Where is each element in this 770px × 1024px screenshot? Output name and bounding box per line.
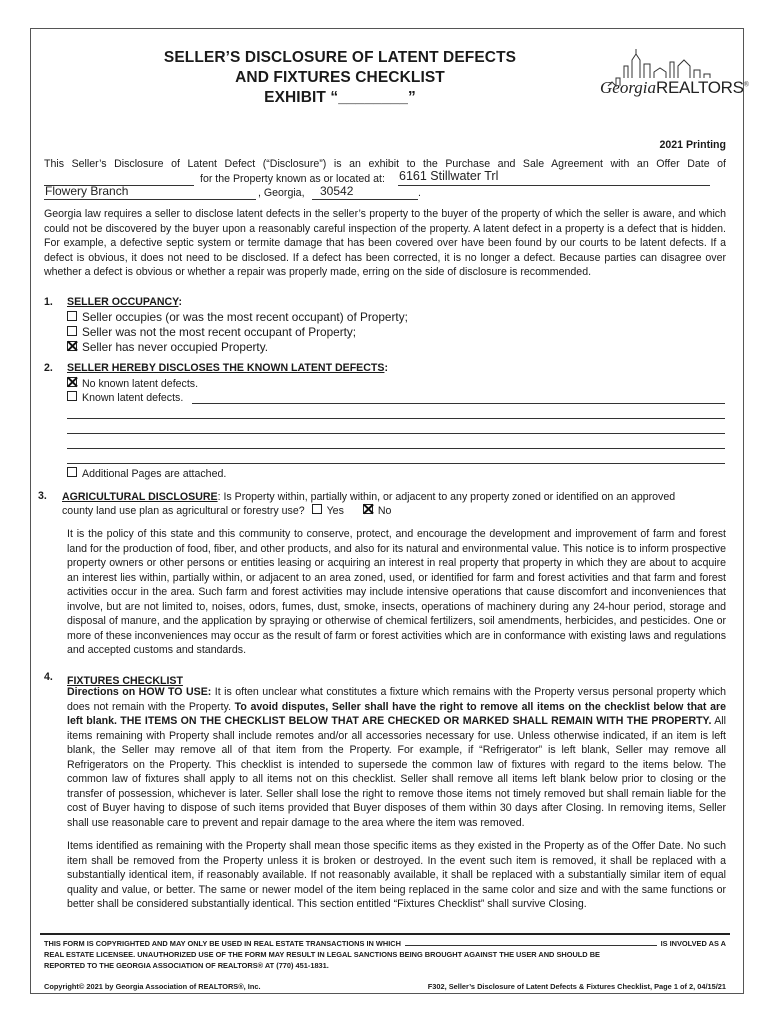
no-known-defects-option[interactable] [67, 377, 198, 391]
additional-pages-option[interactable] [67, 467, 226, 481]
directions-label: Directions on HOW TO USE: [67, 686, 212, 698]
known-defects-checkbox[interactable] [67, 391, 77, 401]
directions-text2: All items remaining with Property shall include remotes and/or all accessories necessary for use. Unless otherwise indicated, if an item is left blank, the Seller may remove all of that item from the Property. For example, if “Refrigerator” is left blank, Seller may remove all Refrigerators on the Property. This checklist is intended to supersede the common law of fixtures with regard to the items below. The common law of fixtures shall apply to all items not on this checklist. Seller shall remove all items left blank below prior to closing or the transfer of possession, whichever is later. Seller shall lose the right to remove those items not timely removed but shall remain liable for the cost of Buyer having to dispose of such items provided that Buyer disposes of them within 30 days after Closing. In removing items, Seller shall use reasonable care to prevent and repair damage to the area where the item was removed. [67, 715, 726, 829]
address-field-line [398, 185, 710, 186]
occupancy-option-2-label: Seller was not the most recent occupant of Property; [82, 325, 357, 339]
section1-heading: SELLER OCCUPANCY [67, 296, 179, 308]
section1-number: 1. [44, 296, 53, 308]
fixtures-items-paragraph: Items identified as remaining with the Property shall mean those specific items as they existed in the Property as of the Offer Date. No such item shall be removed from the Property unless it is broken or destroyed. In the event such item is removed, it shall be replaced with a substantially identical item, if reasonably available. If not reasonably available, it shall be replaced with a substantially similar item of equal quality and value, or better. The same or newer model of the item being replaced in the same color and size and with the same functions or better shall be considered substantially identical. This section entitled “Fixtures Checklist” shall survive Closing. [67, 840, 726, 910]
section3-number: 3. [38, 490, 47, 502]
occupancy-checkbox-2[interactable] [67, 326, 77, 336]
form-title-line1: SELLER’S DISCLOSURE OF LATENT DEFECTS [163, 49, 517, 66]
city-field-line [44, 199, 256, 200]
section3-question-part2: county land use plan as agricultural or forestry use? [62, 505, 305, 517]
agricultural-no-label: No [377, 505, 392, 517]
known-defects-line-3[interactable] [67, 433, 725, 434]
directions-bold: To avoid disputes, Seller shall have the right to remove all items on the checklist below that are left blank. THE ITEMS ON THE CHECKLIST BELOW THAT ARE CHECKED OR MARKED SHALL REMAIN WITH THE PROPERTY. [67, 700, 726, 727]
agricultural-no-option[interactable] [363, 505, 392, 517]
form-title-line2: AND FIXTURES CHECKLIST [235, 69, 445, 86]
section3-question-line1 [62, 490, 726, 505]
section2-heading: SELLER HEREBY DISCLOSES THE KNOWN LATENT DEFECTS [67, 362, 385, 374]
known-defects-line-4[interactable] [67, 448, 725, 449]
intro-line1: This Seller’s Disclosure of Latent Defect (“Disclosure”) is an exhibit to the Purchase and Sale Agreement with an Offer Date of [44, 158, 726, 170]
known-defects-line-5[interactable] [67, 463, 725, 464]
agricultural-policy-paragraph: It is the policy of this state and this community to conserve, protect, and encourage the development and improvement of farm and forest land for the production of food, fiber, and other products, and also for its natural and environmental value. This notice is to inform prospective property owners or other persons or entities leasing or acquiring an interest in real property that property in which they are about to acquire an interest lies within, partially within, or adjacent to an area zoned, used, or identified for farm and forest activities and that farm and forest activities occur in the area. Such farm and forest activities may include intensive operations that cause discomfort and inconveniences that involve, but are not limited to, noises, odors, fumes, dust, smoke, insects, operations of machinery during any 24-hour period, storage and disposal of manure, and the application by spraying or otherwise of chemical fertilizers, soil amendments, herbicides, and pesticides. One or more of these inconveniences may occur as the result of farm or forest activities which are in conformance with existing laws and regulations and accepted customs and standards. [67, 528, 726, 656]
section4-number: 4. [44, 671, 53, 683]
agricultural-yes-option[interactable] [312, 505, 344, 517]
no-known-defects-label: No known latent defects. [82, 378, 199, 390]
known-defects-option[interactable] [67, 391, 183, 405]
logo-caps-text: REALTORS [656, 78, 744, 97]
section2-heading-wrap [67, 362, 388, 374]
section3-question-line2 [62, 504, 391, 519]
directions-text1: It is often unclear what constitutes a fixture which remains with the Property versus personal property which does not remain with the Property. [67, 686, 726, 713]
printing-year: 2021 Printing [659, 139, 726, 151]
occupancy-option-2[interactable] [67, 325, 356, 340]
copyright-notice-line2: REAL ESTATE LICENSEE. UNAUTHORIZED USE OF THE FORM MAY RESULT IN LEGAL SANCTIONS BEING BROUGHT AGAINST THE USER AND SHOULD BE [44, 950, 600, 959]
georgia-label: , Georgia, [258, 187, 305, 199]
occupancy-option-1-label: Seller occupies (or was the most recent occupant) of Property; [82, 310, 408, 324]
known-defects-line-2[interactable] [67, 418, 725, 419]
no-known-defects-checkbox[interactable] [67, 377, 77, 387]
section1-heading-wrap [67, 296, 182, 308]
additional-pages-checkbox[interactable] [67, 467, 77, 477]
agricultural-yes-checkbox[interactable] [312, 504, 322, 514]
section2-number: 2. [44, 362, 53, 374]
georgia-realtors-logo [600, 78, 749, 98]
known-defects-label: Known latent defects. [82, 392, 184, 404]
occupancy-option-3-label: Seller has never occupied Property. [82, 340, 269, 354]
property-zip-field[interactable]: 30542 [320, 184, 354, 198]
section4-heading: FIXTURES CHECKLIST [67, 675, 183, 687]
intro-period: . [418, 187, 421, 199]
fixtures-directions-paragraph [67, 685, 726, 830]
section1-colon: : [178, 296, 182, 308]
latent-defect-law-paragraph: Georgia law requires a seller to disclose latent defects in the seller’s property to the buyer of the property of which the seller is aware, and which could not be discovered by the buyer upon a reasonably careful inspection of the property. A latent defect in a property is a defect that is hidden. For example, a defective septic system or termite damage that has been covered over have been found by our courts to be latent defects. If a defect is obvious, it does not need to be disclosed. If a defect has been corrected, it is no longer a defect. Because parties can disagree over whether a defect is obvious or whether a repair was properly made, erring on the side of disclosure is recommended. [44, 208, 726, 278]
copyright-notice-part1: THIS FORM IS COPYRIGHTED AND MAY ONLY BE USED IN REAL ESTATE TRANSACTIONS IN WHICH [44, 939, 401, 948]
footer-divider [40, 933, 730, 935]
form-title-line3: EXHIBIT “________” [264, 89, 416, 106]
occupancy-checkbox-1[interactable] [67, 311, 77, 321]
occupancy-checkbox-3[interactable] [67, 341, 77, 351]
agricultural-yes-label: Yes [326, 505, 344, 517]
logo-reg-mark: ® [743, 80, 750, 89]
form-identifier: F302, Seller’s Disclosure of Latent Defects & Fixtures Checklist, Page 1 of 2, 04/15/21 [427, 982, 726, 991]
section3-question-part1: : Is Property within, partially within, or adjacent to any property zoned or identified on an approved [217, 491, 676, 503]
copyright-notice-part2: IS INVOLVED AS A [660, 939, 726, 948]
occupancy-option-1[interactable] [67, 310, 408, 325]
zip-field-line [312, 199, 418, 200]
occupancy-option-3[interactable] [67, 340, 268, 355]
logo-script-text: Georgia [600, 78, 657, 97]
licensee-name-field[interactable] [405, 938, 657, 946]
copyright-notice [44, 938, 726, 971]
copyright-notice-line1 [44, 938, 726, 949]
copyright-notice-line3: REPORTED TO THE GEORGIA ASSOCIATION OF REALTORS® AT (770) 451-1831. [44, 961, 329, 970]
property-city-field[interactable]: Flowery Branch [45, 184, 129, 198]
agricultural-no-checkbox[interactable] [363, 504, 373, 514]
property-address-field[interactable]: 6161 Stillwater Trl [399, 169, 499, 183]
additional-pages-label: Additional Pages are attached. [82, 468, 227, 480]
section2-colon: : [384, 362, 388, 374]
section3-heading: AGRICULTURAL DISCLOSURE [62, 491, 218, 503]
copyright-line: Copyright© 2021 by Georgia Association of REALTORS®, Inc. [44, 982, 261, 991]
known-defects-line-1[interactable] [192, 403, 725, 404]
intro-line2-text: for the Property known as or located at: [200, 173, 385, 185]
